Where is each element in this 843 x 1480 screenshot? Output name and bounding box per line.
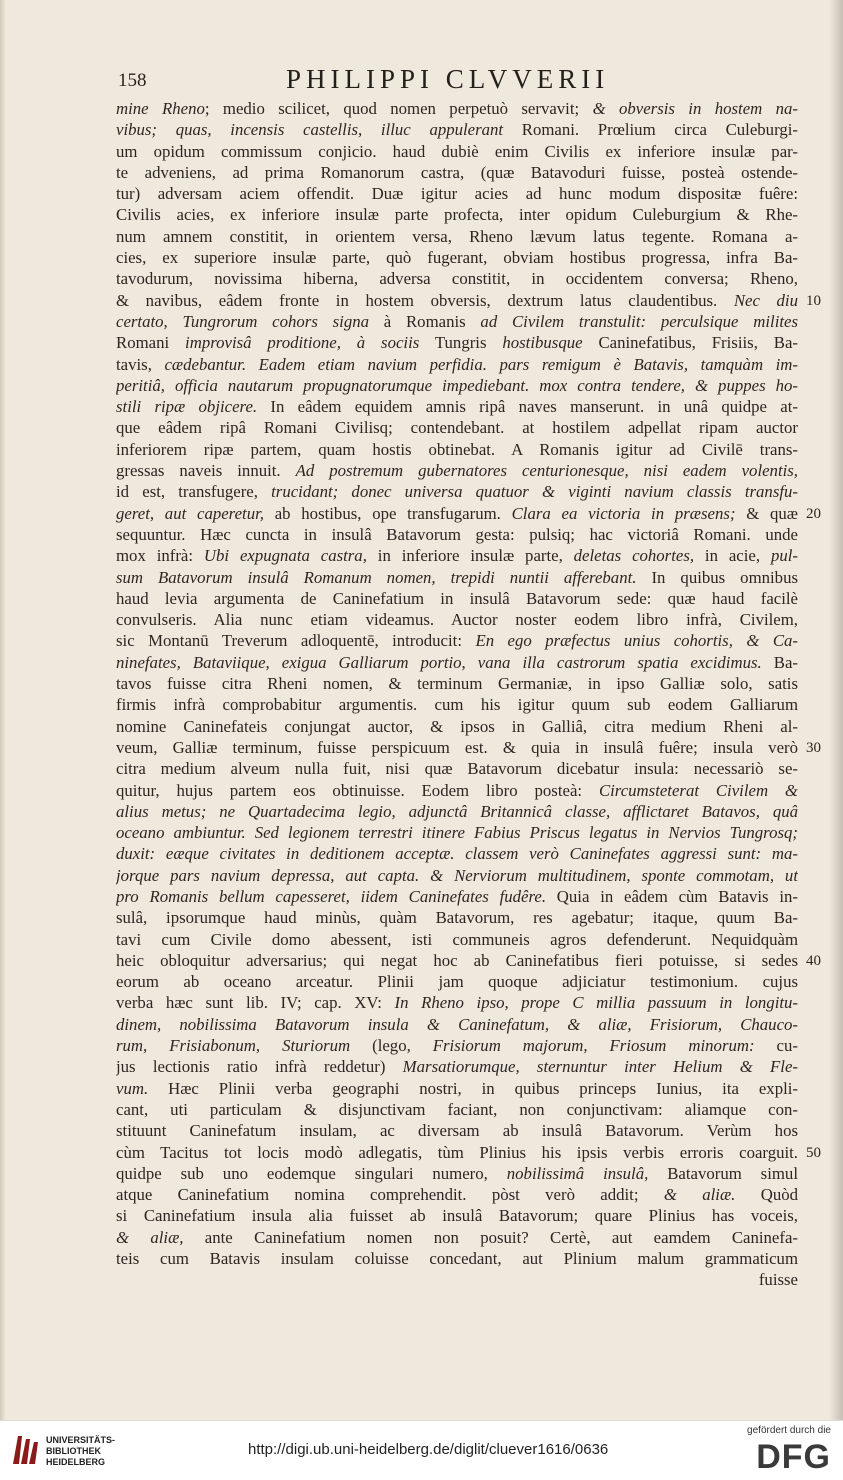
italic-segment: jorque pars navium depressa, aut capta. & Nerviorum multitudinem, sponte commotam, ut [116, 865, 798, 885]
italic-segment: pul- [770, 546, 798, 566]
italic-segment: ad Civilem transtulit: perculsique milites [480, 311, 798, 331]
text-line [116, 524, 798, 545]
text-line [116, 1120, 798, 1141]
text-line [116, 843, 798, 864]
text-line [116, 588, 798, 609]
roman-segment: ab hostibus, ope transfugarum. [263, 503, 512, 523]
italic-segment: Ad postremum gubernatores centurionesque, nisi eadem volentis, [295, 461, 798, 481]
text-line [116, 119, 798, 140]
roman-segment: sulâ, ipsorumque haud minùs, quàm Batavorum, res agebatur; itaque, quum Ba- [116, 908, 798, 928]
roman-segment: Tungris [419, 333, 503, 353]
italic-segment: sum Batavorum insulâ Romanum nomen, trepidi nuntii afferebant. [116, 567, 637, 587]
italic-segment: certato, Tungrorum cohors signa [116, 311, 369, 331]
italic-segment: Ubi expugnata castra, [203, 546, 367, 566]
italic-segment: vibus; quas, incensis castellis, illuc appulerant [116, 120, 504, 140]
text-line [116, 204, 798, 225]
roman-segment: Civilis acies, ex inferiore insulæ parte profecta, inter opidum Culeburgium & Rhe- [116, 205, 798, 225]
text-line [116, 460, 798, 481]
italic-segment: duxit: eæque civitates in deditionem acceptæ. classem verò Caninefates aggressi sunt: ma- [116, 844, 798, 864]
page-right-edge-shadow [829, 0, 843, 1420]
text-line [116, 992, 798, 1013]
text-line [116, 971, 798, 992]
italic-segment: rum, Frisiabonum, Sturiorum [116, 1036, 351, 1056]
margin-line-number: 50 [806, 1144, 821, 1161]
roman-segment: cant, uti particulam & disjunctivam faciant, non conjunctivam: aliamque con- [116, 1099, 798, 1119]
text-line [116, 567, 798, 588]
roman-segment: si Caninefatium insula alia fuisset ab insulâ Batavorum; quare Plinius has voceis, [116, 1206, 798, 1226]
roman-segment: cu- [754, 1036, 798, 1056]
text-line [116, 1184, 798, 1205]
text-line [116, 545, 798, 566]
text-line [116, 694, 798, 715]
text-line [116, 503, 798, 524]
roman-segment: jus lectionis ratio infrà reddetur) [116, 1057, 403, 1077]
library-name-line: HEIDELBERG [46, 1457, 106, 1467]
roman-segment: (lego, [350, 1036, 433, 1056]
roman-segment: nomine Caninefateis conjungat auctor, & ipsos in Galliâ, citra medium Rheni al- [116, 716, 798, 736]
roman-segment: tavi cum Civile domo abessent, isti communeis agros defenderunt. Nequidquàm [116, 929, 798, 949]
italic-segment: Circumsteterat Civilem & [598, 780, 798, 800]
italic-segment: pro Romanis bellum capesseret, iidem Caninefates fudêre. [116, 886, 547, 906]
roman-segment: teis cum Batavis insulam coluisse concedant, aut Plinium malum grammaticum [116, 1249, 798, 1269]
text-line [116, 737, 798, 758]
italic-segment: geret, aut caperetur, [116, 503, 264, 523]
margin-line-number: 40 [806, 953, 821, 969]
footer-bar [0, 1420, 843, 1480]
italic-segment: peritiâ, officia nautarum propugnatorumque impediebant. mox contra tendere, & puppes ho- [116, 375, 798, 395]
text-line [116, 1014, 798, 1035]
italic-segment: hostibusque [502, 333, 583, 353]
text-line [116, 758, 798, 779]
roman-segment: citra medium alveum nulla fuit, nisi quæ Batavorum dicebatur insula: necessariò se- [116, 759, 798, 779]
roman-segment: quidpe sub uno eodemque singulari numero, [116, 1163, 507, 1183]
roman-segment: Romani [116, 333, 186, 353]
roman-segment: In eâdem equidem amnis ripâ naves manserunt. in unâ quidpe at- [257, 397, 798, 417]
roman-segment: tavodurum, novissima hiberna, adversa constitit, in occidentem conversa; Rheno, [116, 269, 798, 289]
text-line [116, 1205, 798, 1226]
roman-segment: ; medio scilicet, quod nomen perpetuò servavit; [204, 99, 593, 118]
italic-segment: & obversis in hostem na- [592, 99, 798, 118]
roman-segment: fuisse [758, 1270, 798, 1290]
roman-segment: tur) adversam aciem offendit. Duæ igitur acies ad hunc modum dispositæ fuêre: [116, 184, 798, 204]
roman-segment: cies, ex superiore insulæ parte, quò fugerant, obviam hostibus progressa, infra Ba- [116, 248, 798, 268]
text-line [116, 1035, 798, 1056]
italic-segment: oceano ambiuntur. Sed legionem terrestri itinere Fabius Priscus legatus in Nervios Tungrosq; [116, 823, 798, 843]
roman-segment: heic obloquitur adversarius; qui negat hoc ab Caninefatibus fieri potuisse, si sedes [116, 950, 798, 970]
text-line [116, 1099, 798, 1120]
italic-segment: En ego præfectus unius cohortis, & Ca- [475, 631, 798, 651]
roman-segment: convulseris. Alia nunc etiam videamus. Auctor noster eodem libro infrà, Civilem, [116, 610, 798, 630]
roman-segment: eorum ab oceano arceatur. Plinii jam quoque adjiciatur testimonium. cujus [116, 972, 798, 992]
italic-segment: & aliæ. [663, 1185, 736, 1205]
text-line [116, 1163, 798, 1184]
italic-segment: Clara ea victoria in præsens; [511, 503, 736, 523]
italic-segment: cædebantur. Eadem etiam navium perfidia. pars remigum è Batavis, tamquàm im- [164, 354, 798, 374]
text-line [116, 481, 798, 502]
text-line [116, 1142, 798, 1163]
text-line [116, 1078, 798, 1099]
text-line [116, 354, 798, 375]
library-name [46, 1435, 186, 1468]
text-line [116, 396, 798, 417]
roman-segment: haud levia argumenta de Caninefatium in insulâ Batavorum sede: quæ haud facilè [116, 588, 798, 608]
roman-segment: Romani. Prœlium circa Culeburgi- [503, 120, 798, 140]
text-line [116, 716, 798, 737]
roman-segment: num amnem constitit, in orientem versa, Rheno lævum latus tegente. Romana a- [116, 226, 798, 246]
roman-segment: & quæ [735, 503, 798, 523]
running-head [118, 64, 798, 98]
dfg-logo: DFG [756, 1438, 831, 1476]
roman-segment: quitur, hujus partem eos obtinuisse. Eodem libro posteà: [116, 780, 599, 800]
italic-segment: In Rheno ipso, prope C millia passuum in longitu- [394, 993, 798, 1013]
text-line [116, 1227, 798, 1248]
italic-segment: Frisiorum majorum, Friosum minorum: [432, 1036, 755, 1056]
italic-segment: trucidant; donec universa quatuor & viginti navium classis transfu- [271, 482, 798, 502]
text-line [116, 780, 798, 801]
text-line [116, 801, 798, 822]
text-line [116, 1248, 798, 1269]
italic-segment: vum. [116, 1078, 149, 1098]
text-line [116, 907, 798, 928]
margin-line-number: 10 [806, 292, 821, 309]
roman-segment: Ba- [761, 652, 798, 672]
roman-segment: sic Montanū Treverum adloquentē, introducit: [116, 631, 476, 651]
text-line [116, 98, 798, 119]
roman-segment: tavos fuisse citra Rheni nomen, & terminum Germaniæ, in ipso Galliæ solo, satis [116, 674, 798, 694]
roman-segment: Hæc Plinii verba geographi nostri, in quibus princeps Iunius, ita expli- [148, 1078, 798, 1098]
italic-segment: nobilissimâ insulâ, [506, 1163, 649, 1183]
text-line [116, 247, 798, 268]
text-line [116, 439, 798, 460]
text-line [116, 673, 798, 694]
roman-segment: inferiorem ripæ partem, quam hostis obtinebat. A Romanis igitur ad Civilē trans- [116, 439, 798, 459]
roman-segment: & navibus, eâdem fronte in hostem obversis, dextrum latus claudentibus. [116, 290, 734, 310]
text-line [116, 950, 798, 971]
italic-segment: Marsatiorumque, sternuntur inter Helium & Fle- [402, 1057, 798, 1077]
text-line [116, 311, 798, 332]
text-line [116, 226, 798, 247]
italic-segment: deletas cohortes, [573, 546, 695, 566]
roman-segment: firmis infrà comprobabitur argumentis. cum his igitur quum sub eodem Galliarum [116, 695, 798, 715]
roman-segment: stituunt Caninefatum insulam, ac diversam ab insulâ Batavorum. Verùm hos [116, 1121, 798, 1141]
italic-segment: mine Rheno [116, 99, 205, 118]
roman-segment: ante Caninefatium nomen non posuit? Certè, aut eamdem Caninefa- [183, 1227, 798, 1247]
roman-segment: gressas naveis innuit. [116, 461, 296, 481]
text-line [116, 268, 798, 289]
text-line [116, 162, 798, 183]
library-name-line: BIBLIOTHEK [46, 1446, 101, 1456]
text-line [116, 630, 798, 651]
roman-segment: atque Caninefatium nomina comprehendit. pòst verò addit; [116, 1185, 664, 1205]
text-line [116, 183, 798, 204]
text-line [116, 141, 798, 162]
text-line [116, 865, 798, 886]
roman-segment: Caninefatibus, Frisiis, Ba- [582, 333, 798, 353]
roman-segment: Batavorum simul [648, 1163, 798, 1183]
text-line [116, 822, 798, 843]
italic-segment: ninefates, Bataviique, exigua Galliarum portio, vana illa castrorum spatia excidimus. [116, 652, 762, 672]
text-line [116, 886, 798, 907]
funder-label: gefördert durch die [747, 1425, 831, 1436]
text-line [116, 332, 798, 353]
text-line [116, 417, 798, 438]
text-line [116, 929, 798, 950]
text-line [116, 1269, 798, 1290]
italic-segment: alius metus; ne Quartadecima legio, adjunctâ Britannicâ classe, afflictaret Batavos, quâ [116, 801, 798, 821]
roman-segment: In quibus omnibus [636, 567, 798, 587]
library-name-line: UNIVERSITÄTS- [46, 1435, 116, 1445]
roman-segment: à Romanis [369, 311, 481, 331]
text-line [116, 290, 798, 311]
roman-segment: veum, Galliæ terminum, fuisse perspicuum est. & quia in insulâ fuêre; insula verò [116, 737, 798, 757]
italic-segment: stili ripæ objicere. [116, 397, 258, 417]
page-number: 158 [118, 70, 147, 91]
roman-segment: te adveniens, ad prima Romanorum castra, (quæ Batavoduri fuisse, posteà ostende- [116, 162, 798, 182]
italic-segment: dinem, nobilissima Batavorum insula & Caninefatum, & aliæ, Frisiorum, Chauco- [116, 1014, 798, 1034]
text-line [116, 609, 798, 630]
roman-segment: in inferiore insulæ parte, [366, 546, 574, 566]
roman-segment: Quòd [735, 1185, 798, 1205]
text-line [116, 652, 798, 673]
library-logo-icon [10, 1433, 40, 1467]
permalink-url[interactable]: http://digi.ub.uni-heidelberg.de/diglit/cluever1616/0636 [248, 1441, 609, 1458]
roman-segment: cùm Tacitus tot locis modò adlegatis, tùm Plinius his ipsis verbis erroris coarguit. [116, 1142, 798, 1162]
roman-segment: um opidum commissum conjicio. haud dubiè enim Civilis ex inferiore insulæ par- [116, 141, 798, 161]
margin-line-number: 20 [806, 505, 821, 522]
page-left-edge [0, 0, 6, 1420]
italic-segment: improvisâ proditione, à sociis [185, 333, 420, 353]
roman-segment: id est, transfugere, [116, 482, 272, 502]
roman-segment: sequuntur. Hæc cuncta in insulâ Batavorum gesta: pulsiq; hac victoriâ Romani. unde [116, 524, 798, 544]
roman-segment: Quia in eâdem cùm Batavis in- [546, 886, 798, 906]
roman-segment: que eâdem ripâ Romani Civilisq; contendebant. at hostilem adpellat ripam auctor [116, 418, 798, 438]
body-text [116, 98, 798, 1291]
text-line [116, 375, 798, 396]
roman-segment: verba hæc sunt lib. IV; cap. XV: [116, 993, 395, 1013]
text-line [116, 1056, 798, 1077]
roman-segment: mox infrà: [116, 546, 204, 566]
italic-segment: Nec diu [733, 290, 798, 310]
margin-line-number: 30 [806, 740, 821, 756]
roman-segment: in acie, [694, 546, 771, 566]
roman-segment: tavis, [116, 354, 165, 374]
italic-segment: & aliæ, [116, 1227, 184, 1247]
running-title: PHILIPPI CLVVERII [286, 64, 610, 94]
